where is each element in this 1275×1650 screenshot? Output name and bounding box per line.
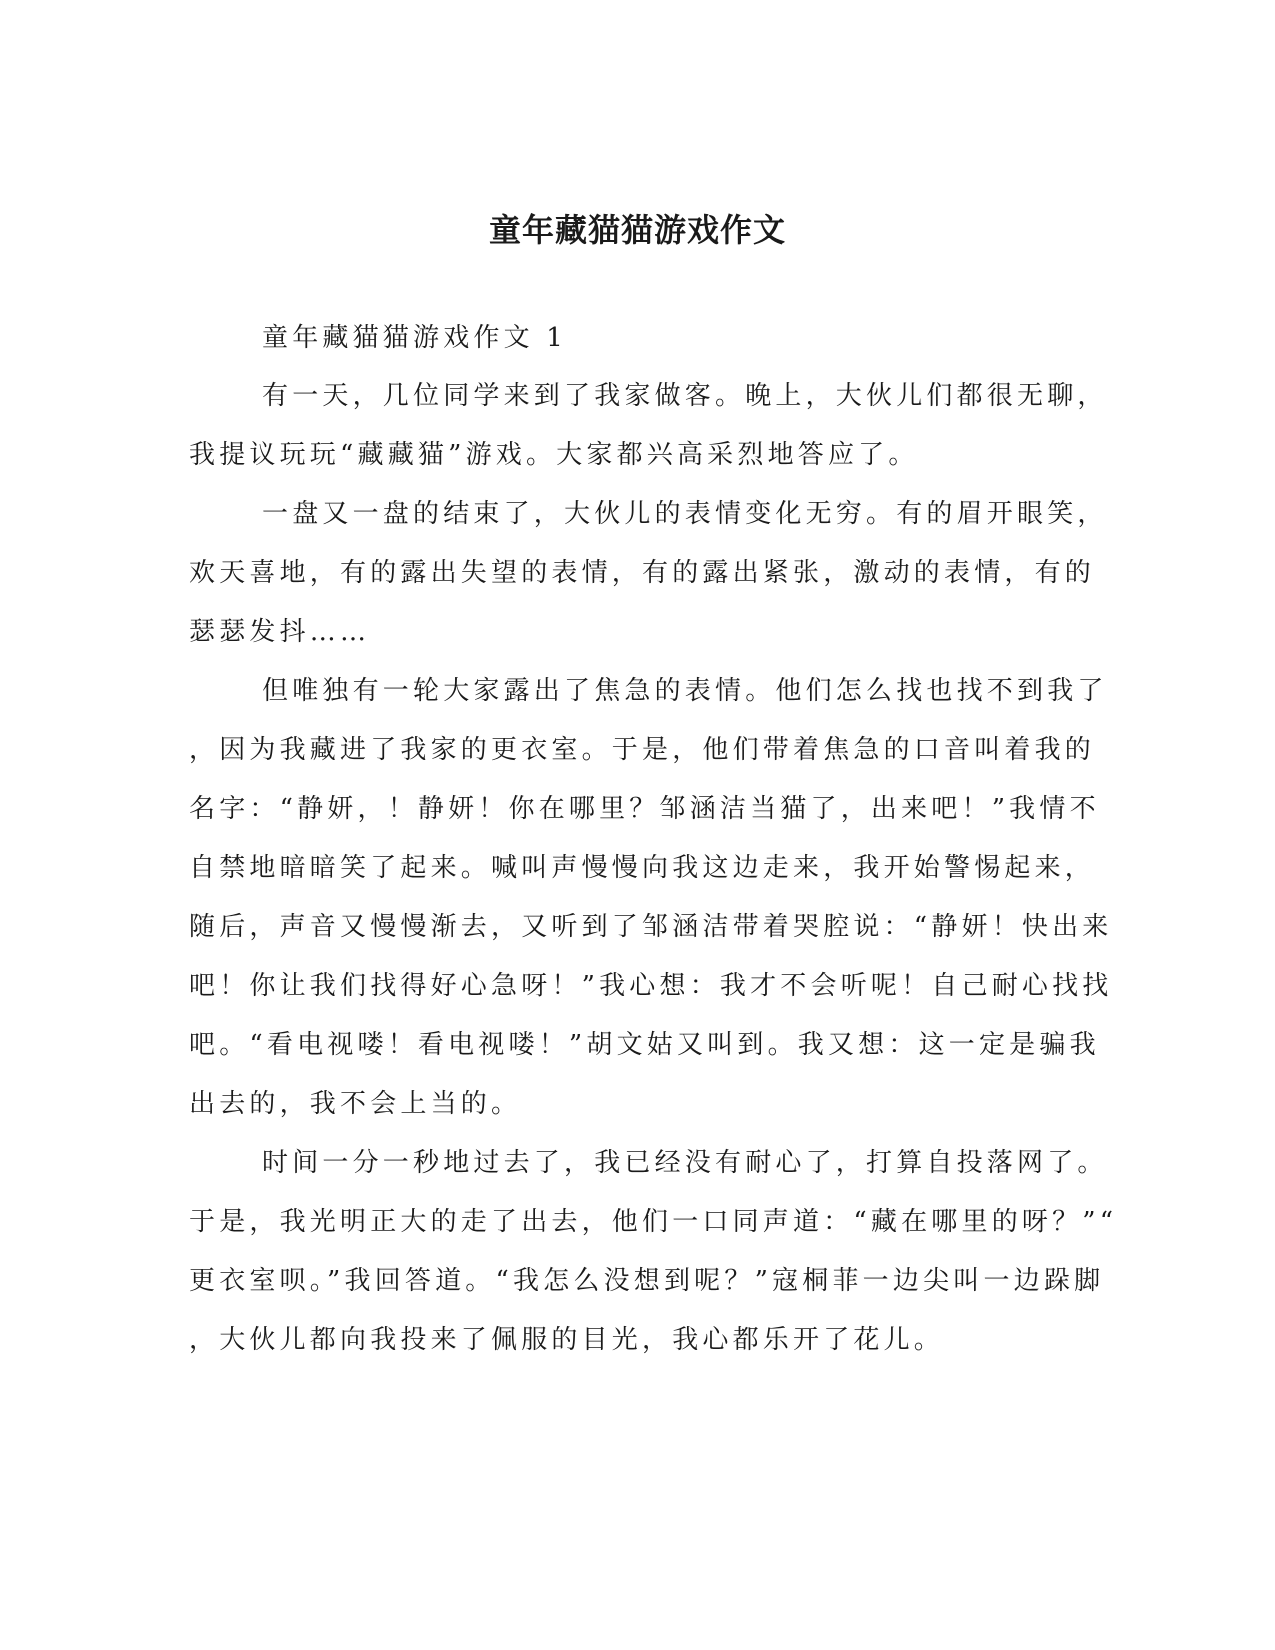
text-line: 更衣室呗。”我回答道。“我怎么没想到呢？”寇桐菲一边尖叫一边跺脚 [189, 1266, 1105, 1296]
text-line: 于是，我光明正大的走了出去，他们一口同声道：“藏在哪里的呀？”“ [189, 1207, 1118, 1237]
text-line: 吧。“看电视喽！看电视喽！”胡文姑又叫到。我又想：这一定是骗我 [189, 1030, 1100, 1060]
text-line: 自禁地暗暗笑了起来。喊叫声慢慢向我这边走来，我开始警惕起来， [189, 853, 1096, 883]
text-line: 一盘又一盘的结束了，大伙儿的表情变化无穷。有的眉开眼笑， [262, 499, 1108, 529]
text-line: ，因为我藏进了我家的更衣室。于是，他们带着焦急的口音叫着我的 [189, 735, 1096, 765]
text-line: 出去的，我不会上当的。 [189, 1089, 522, 1119]
text-line: 但唯独有一轮大家露出了焦急的表情。他们怎么找也找不到我了 [262, 676, 1108, 706]
text-line: 欢天喜地，有的露出失望的表情，有的露出紧张，激动的表情，有的 [189, 558, 1096, 588]
document-title: 童年藏猫猫游戏作文 [488, 211, 786, 249]
text-line: 有一天，几位同学来到了我家做客。晚上，大伙儿们都很无聊， [262, 381, 1108, 411]
text-line: 瑟瑟发抖…… [189, 617, 371, 647]
text-line: 名字：“静妍，！静妍！你在哪里？邹涵洁当猫了，出来吧！”我情不 [189, 794, 1100, 824]
text-line: 时间一分一秒地过去了，我已经没有耐心了，打算自投落网了。 [262, 1148, 1108, 1178]
text-line: 吧！你让我们找得好心急呀！”我心想：我才不会听呢！自己耐心找找 [189, 971, 1113, 1001]
section-heading: 童年藏猫猫游戏作文 1 [262, 323, 568, 353]
text-line: 我提议玩玩“藏藏猫”游戏。大家都兴高采烈地答应了。 [189, 440, 919, 470]
text-line: 随后，声音又慢慢渐去，又听到了邹涵洁带着哭腔说：“静妍！快出来 [189, 912, 1113, 942]
text-line: ，大伙儿都向我投来了佩服的目光，我心都乐开了花儿。 [189, 1325, 945, 1355]
